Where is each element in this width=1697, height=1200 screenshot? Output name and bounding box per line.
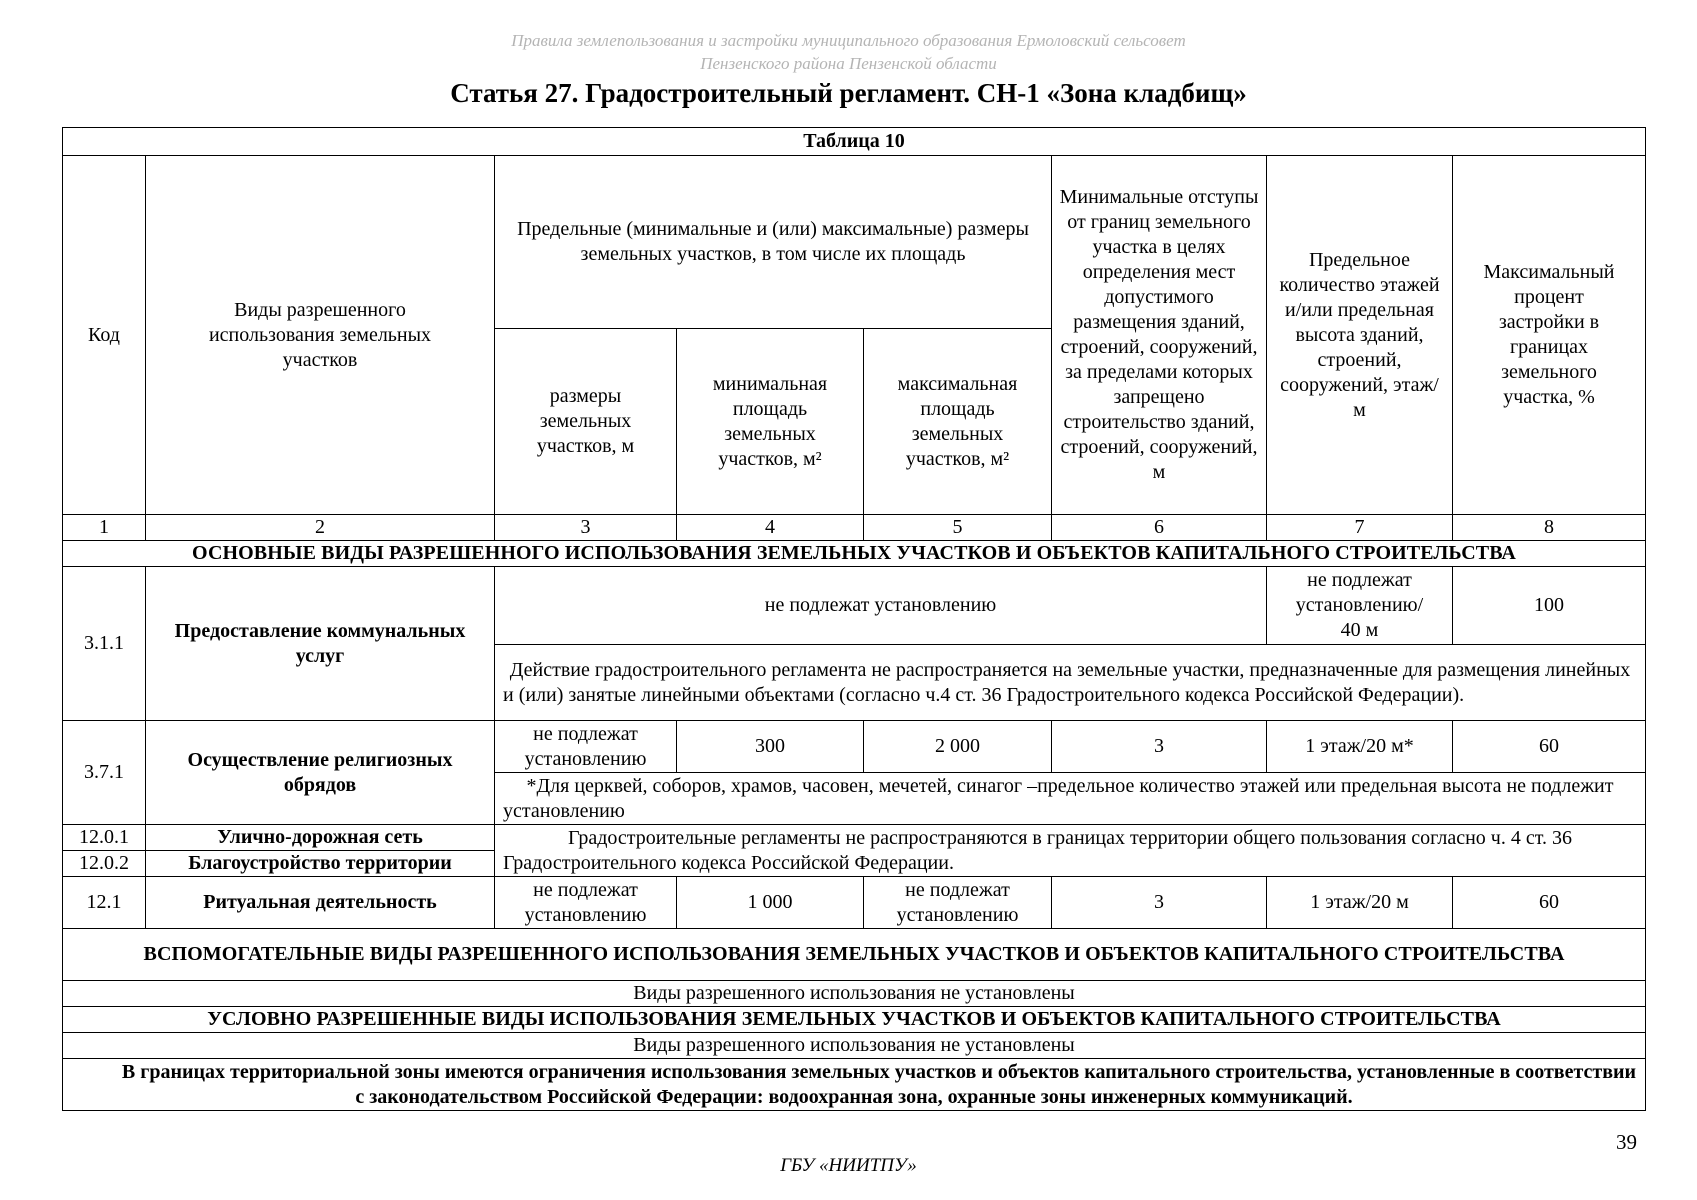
code-12-0-2: 12.0.2: [63, 851, 146, 877]
code-12-1: 12.1: [63, 877, 146, 929]
use-territory-improvement: Благоустройство территории: [146, 851, 495, 877]
header-max-area: максимальная площадь земельных участков, м²: [864, 329, 1052, 515]
code-12-0-1: 12.0.1: [63, 825, 146, 851]
coverage-value: 100: [1453, 567, 1646, 645]
column-number: 8: [1453, 515, 1646, 541]
note-religious-buildings: *Для церквей, соборов, храмов, часовен, мечетей, синагог –предельное количество этажей или предельная высота не подлежит установлению: [495, 773, 1646, 825]
header-code: Код: [63, 156, 146, 515]
min-area-value: 300: [677, 721, 864, 773]
page-number: 39: [1616, 1130, 1637, 1154]
use-street-road-network: Улично-дорожная сеть: [146, 825, 495, 851]
column-number: 3: [495, 515, 677, 541]
use-religious-rites: Осуществление религиозных обрядов: [146, 721, 495, 825]
header-coverage: Максимальный процент застройки в границах земельного участка, %: [1453, 156, 1646, 515]
auxiliary-uses-text: Виды разрешенного использования не установлены: [63, 981, 1646, 1007]
header-use-type: Виды разрешенного использования земельных участков: [146, 156, 495, 515]
page-title: Статья 27. Градостроительный регламент. СН-1 «Зона кладбищ»: [450, 78, 1247, 108]
running-header-line1: Правила землепользования и застройки муниципального образования Ермоловский сельсовет: [511, 31, 1186, 50]
setback-value: 3: [1052, 721, 1267, 773]
final-restrictions-text: В границах территориальной зоны имеются ограничения использования земельных участков и объектов капитального строительства, установленные в соответствии с законодательством Российской Федерации: водоохранная зона, охранные зоны инженерных коммуникаций.: [121, 1060, 1637, 1108]
column-number: 4: [677, 515, 864, 541]
section-auxiliary-uses: ВСПОМОГАТЕЛЬНЫЕ ВИДЫ РАЗРЕШЕННОГО ИСПОЛЬЗОВАНИЯ ЗЕМЕЛЬНЫХ УЧАСТКОВ И ОБЪЕКТОВ КАПИТАЛЬНОГО СТРОИТЕЛЬСТВА: [63, 929, 1646, 981]
section-main-uses: ОСНОВНЫЕ ВИДЫ РАЗРЕШЕННОГО ИСПОЛЬЗОВАНИЯ ЗЕМЕЛЬНЫХ УЧАСТКОВ И ОБЪЕКТОВ КАПИТАЛЬНОГО СТРОИТЕЛЬСТВА: [63, 541, 1646, 567]
max-area-value: 2 000: [864, 721, 1052, 773]
final-restrictions-note: [63, 1059, 1646, 1111]
note-public-territory: Градостроительные регламенты не распространяются в границах территории общего пользования согласно ч. 4 ст. 36 Градостроительного кодекса Российской Федерации.: [495, 825, 1646, 877]
header-floors: Предельное количество этажей и/или предельная высота зданий, строений, сооружений, этаж/м: [1267, 156, 1453, 515]
setback-value: 3: [1052, 877, 1267, 929]
header-setback: Минимальные отступы от границ земельного участка в целях определения мест допустимого размещения зданий, строений, сооружений, за пределами которых запрещено строительство зданий, строений, сооружений, м: [1052, 156, 1267, 515]
header-min-area: минимальная площадь земельных участков, м²: [677, 329, 864, 515]
conditional-uses-text: Виды разрешенного использования не установлены: [63, 1033, 1646, 1059]
note-linear-objects: Действие градостроительного регламента не распространяется на земельные участки, предназначенные для размещения линейных и (или) занятые линейными объектами (согласно ч.4 ст. 36 Градостроительного кодекса Российской Федерации).: [495, 645, 1646, 721]
floors-value: 1 этаж/20 м: [1267, 877, 1453, 929]
column-number: 5: [864, 515, 1052, 541]
header-plot-limits: Предельные (минимальные и (или) максимальные) размеры земельных участков, в том числе их площадь: [495, 156, 1052, 329]
floors-value: 1 этаж/20 м*: [1267, 721, 1453, 773]
sizes-not-established: не подлежат установлению: [495, 567, 1267, 645]
code-3-1-1: 3.1.1: [63, 567, 146, 721]
table-label: Таблица 10: [63, 128, 1646, 156]
max-area-value: не подлежат установлению: [864, 877, 1052, 929]
column-number: 1: [63, 515, 146, 541]
floors-value: не подлежат установлению/ 40 м: [1267, 567, 1453, 645]
code-3-7-1: 3.7.1: [63, 721, 146, 825]
plot-sizes-value: не подлежат установлению: [495, 877, 677, 929]
use-utility-services: Предоставление коммунальных услуг: [146, 567, 495, 721]
section-conditional-uses: УСЛОВНО РАЗРЕШЕННЫЕ ВИДЫ ИСПОЛЬЗОВАНИЯ ЗЕМЕЛЬНЫХ УЧАСТКОВ И ОБЪЕКТОВ КАПИТАЛЬНОГО СТРОИТЕЛЬСТВА: [63, 1007, 1646, 1033]
column-number: 2: [146, 515, 495, 541]
column-number: 7: [1267, 515, 1453, 541]
use-ritual-activity: Ритуальная деятельность: [146, 877, 495, 929]
coverage-value: 60: [1453, 721, 1646, 773]
column-number: 6: [1052, 515, 1267, 541]
regulation-table: [62, 127, 1646, 1111]
min-area-value: 1 000: [677, 877, 864, 929]
page-footer: ГБУ «НИИТПУ»: [780, 1155, 917, 1176]
coverage-value: 60: [1453, 877, 1646, 929]
plot-sizes-value: не подлежат установлению: [495, 721, 677, 773]
running-header-line2: Пензенского района Пензенской области: [700, 54, 997, 73]
header-plot-sizes: размеры земельных участков, м: [495, 329, 677, 515]
